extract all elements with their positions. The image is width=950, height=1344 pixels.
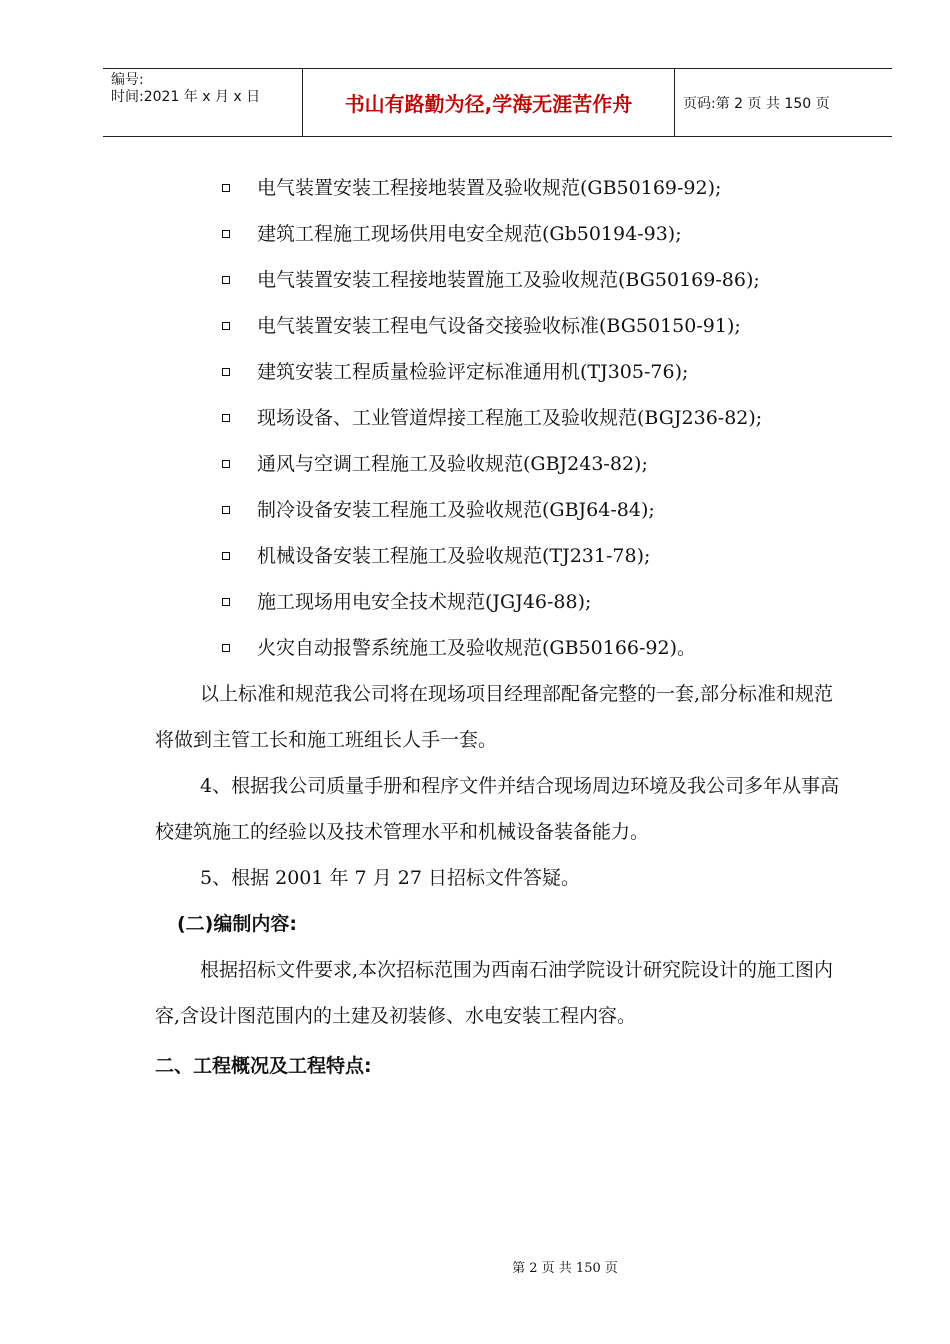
scope-paragraph: 根据招标文件要求,本次招标范围为西南石油学院设计研究院设计的施工图内容,含设计图范围内的土建及初装修、水电安装工程内容。 (155, 959, 834, 1027)
square-bullet-icon (222, 368, 230, 376)
basis-paragraph-4: 4、根据我公司质量手册和程序文件并结合现场周边环境及我公司多年从事高校建筑施工的经验以及技术管理水平和机械设备装备能力。 (155, 775, 840, 843)
list-item: 电气装置安装工程电气设备交接验收标准(BG50150-91); (155, 303, 845, 349)
standards-list (155, 165, 845, 671)
standards-availability-paragraph: 以上标准和规范我公司将在现场项目经理部配备完整的一套,部分标准和规范将做到主管工长和施工班组长人手一套。 (155, 683, 834, 751)
header-meta (103, 69, 303, 136)
list-item: 通风与空调工程施工及验收规范(GBJ243-82); (155, 441, 845, 487)
list-item: 电气装置安装工程接地装置及验收规范(GB50169-92); (155, 165, 845, 211)
header-page-info: 页码:第 2 页 共 150 页 (683, 95, 830, 112)
list-item: 建筑安装工程质量检验评定标准通用机(TJ305-76); (155, 349, 845, 395)
list-item: 现场设备、工业管道焊接工程施工及验收规范(BGJ236-82); (155, 395, 845, 441)
square-bullet-icon (222, 322, 230, 330)
list-item: 电气装置安装工程接地装置施工及验收规范(BG50169-86); (155, 257, 845, 303)
square-bullet-icon (222, 644, 230, 652)
square-bullet-icon (222, 230, 230, 238)
list-item: 施工现场用电安全技术规范(JGJ46-88); (155, 579, 845, 625)
list-item: 制冷设备安装工程施工及验收规范(GBJ64-84); (155, 487, 845, 533)
square-bullet-icon (222, 552, 230, 560)
square-bullet-icon (222, 276, 230, 284)
basis-paragraph-5: 5、根据 2001 年 7 月 27 日招标文件答疑。 (200, 867, 580, 889)
page-footer: 第 2 页 共 150 页 (512, 1261, 618, 1276)
list-item: 建筑工程施工现场供用电安全规范(Gb50194-93); (155, 211, 845, 257)
square-bullet-icon (222, 598, 230, 606)
section-subheading: (二)编制内容: (177, 913, 297, 935)
list-item: 机械设备安装工程施工及验收规范(TJ231-78); (155, 533, 845, 579)
list-item: 火灾自动报警系统施工及验收规范(GB50166-92)。 (155, 625, 845, 671)
header-motto: 书山有路勤为径,学海无涯苦作舟 (303, 69, 675, 136)
square-bullet-icon (222, 506, 230, 514)
square-bullet-icon (222, 414, 230, 422)
square-bullet-icon (222, 184, 230, 192)
page-header (103, 68, 892, 137)
serial-label: 编号: (111, 72, 144, 88)
time-label: 时间:2021 年 x 月 x 日 (111, 89, 261, 105)
document-body (155, 165, 845, 1089)
section-heading: 二、工程概况及工程特点: (155, 1055, 372, 1077)
square-bullet-icon (222, 460, 230, 468)
